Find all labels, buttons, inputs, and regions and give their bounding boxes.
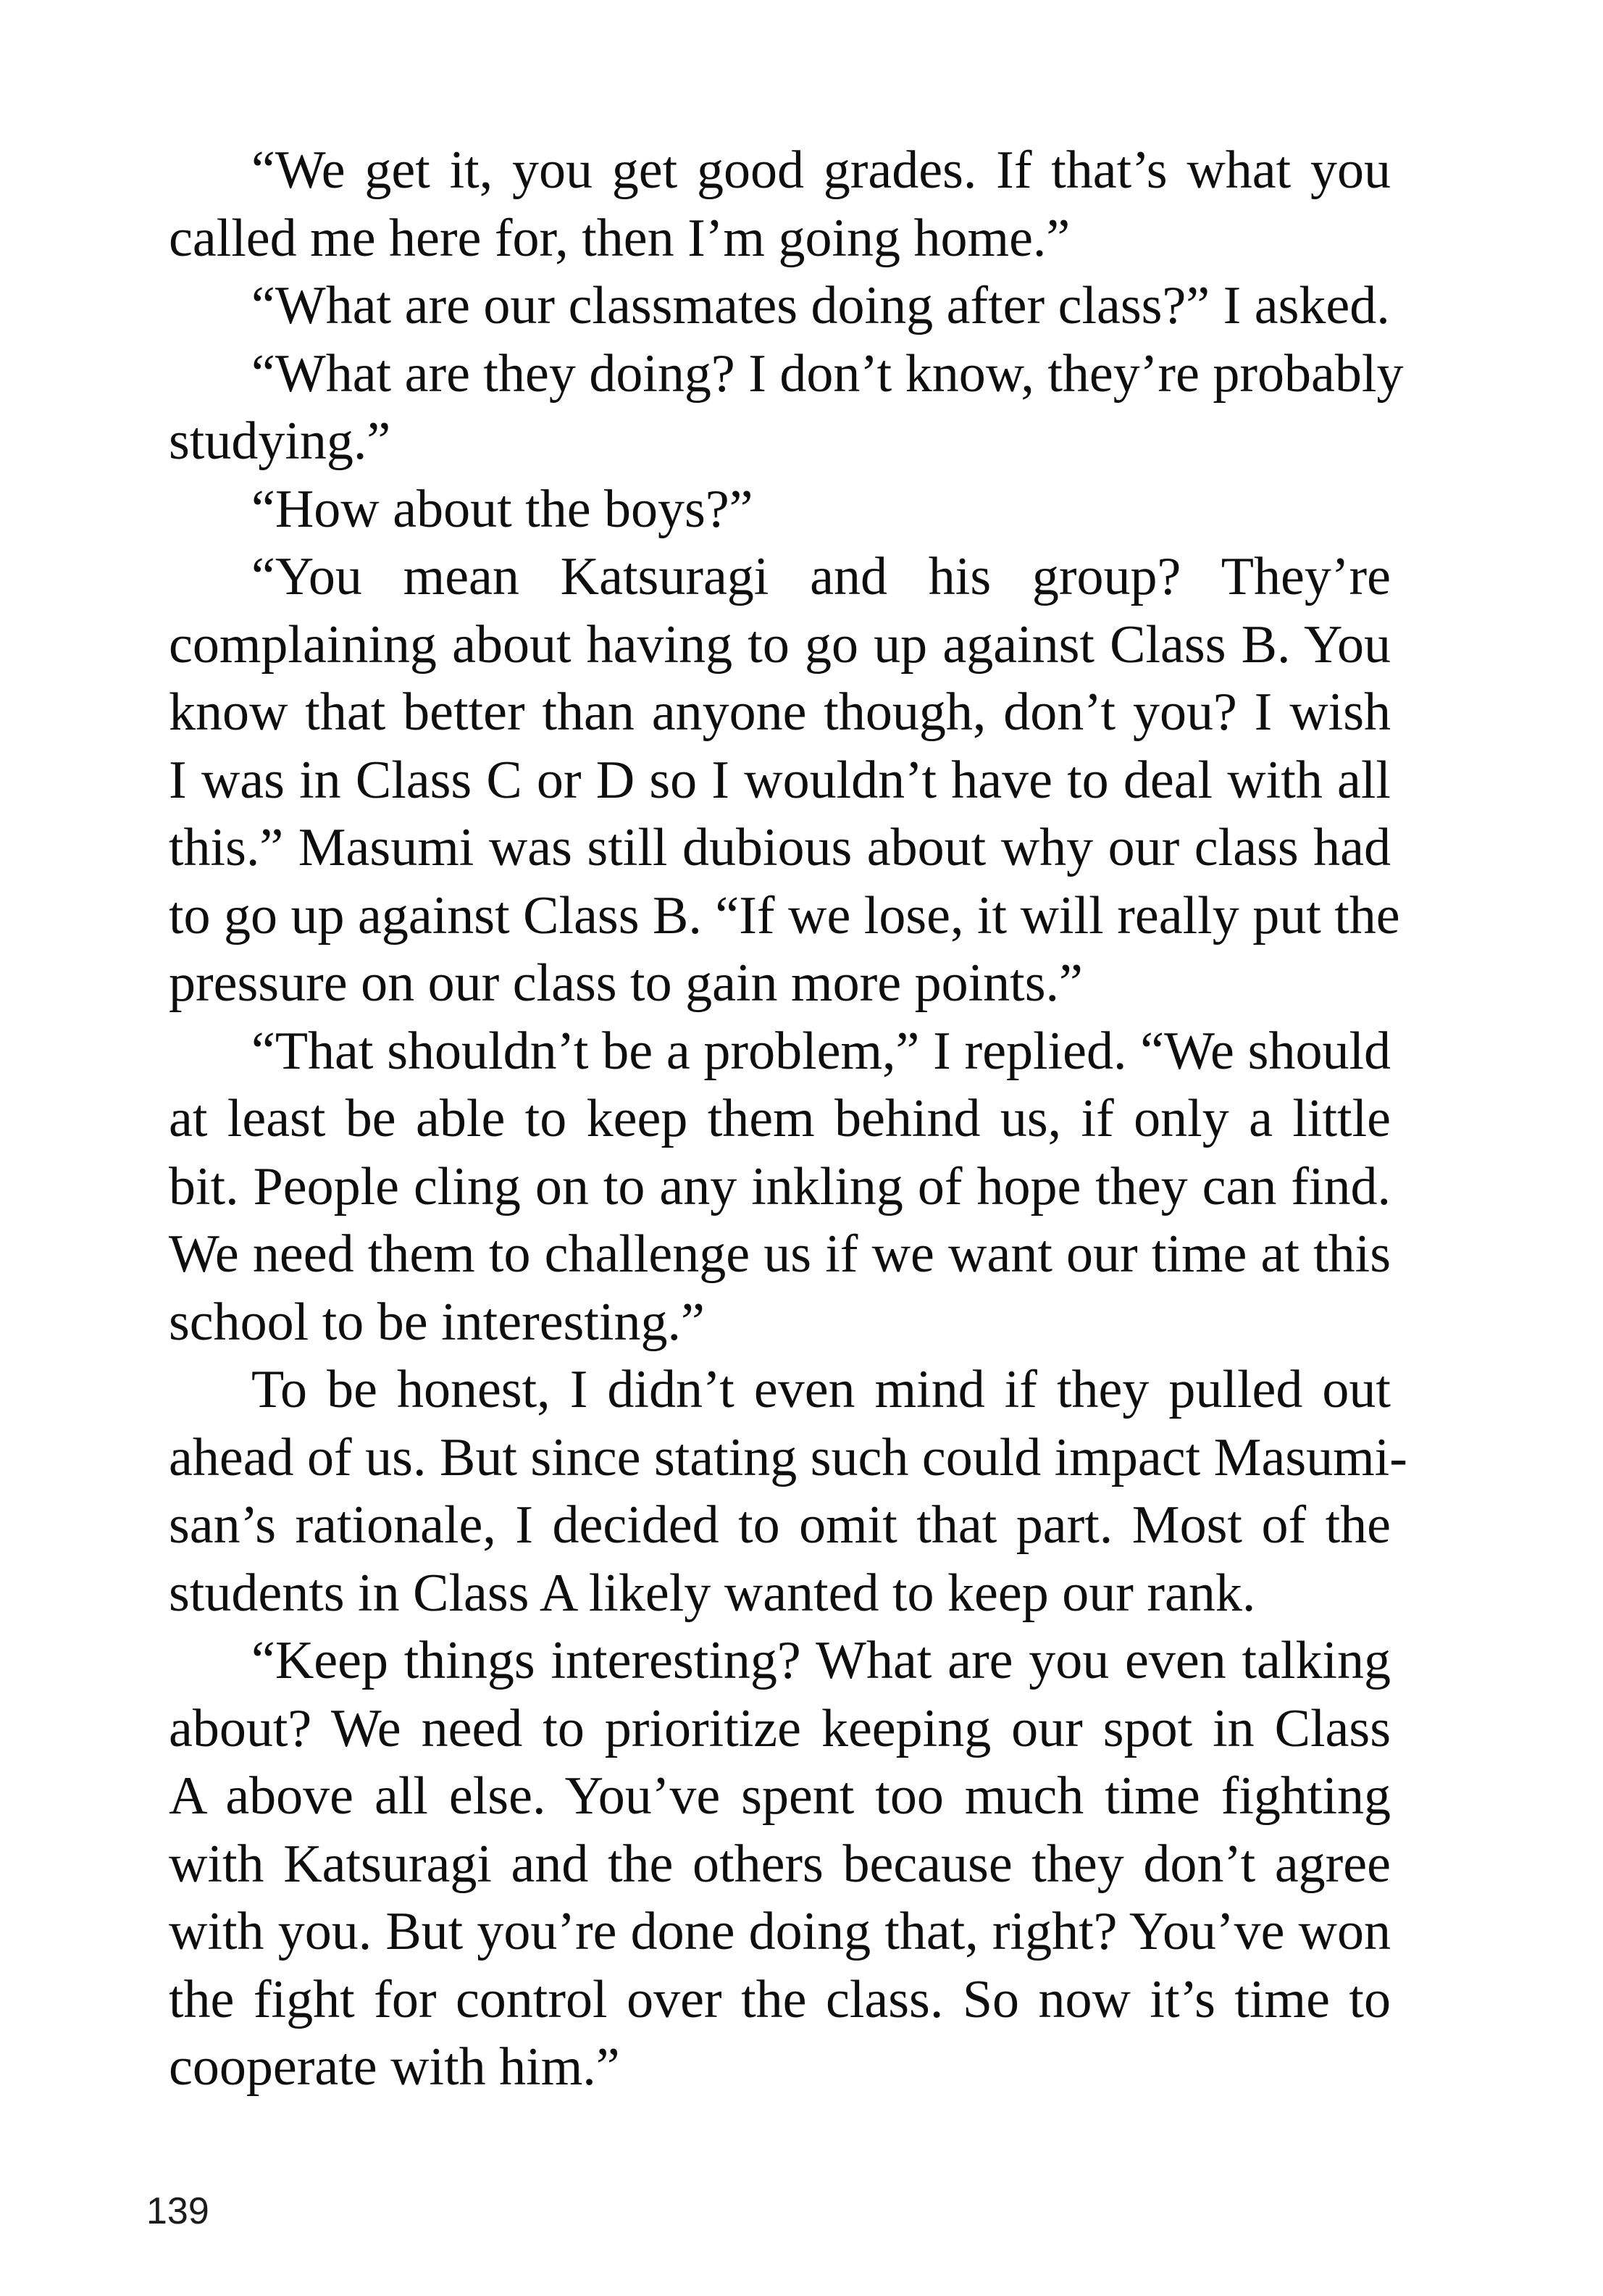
- text-line: “How about the boys?”: [251, 479, 753, 539]
- text-line: with you. But you’re done doing that, right? You’ve won: [169, 1902, 1391, 1961]
- text-line: A above all else. You’ve spent too much time fighting: [169, 1766, 1391, 1826]
- text-line: ahead of us. But since stating such could impact Masumi-: [169, 1427, 1407, 1487]
- text-line: with Katsuragi and the others because they don’t agree: [169, 1834, 1391, 1894]
- text-line: “What are they doing? I don’t know, they’re probably: [251, 343, 1404, 404]
- text-line: complaining about having to go up against Class B. You: [169, 614, 1391, 675]
- text-line: san’s rationale, I decided to omit that part. Most of the: [169, 1495, 1391, 1555]
- text-line: “Keep things interesting? What are you even talking: [251, 1631, 1391, 1690]
- text-line: cooperate with him.”: [169, 2037, 620, 2097]
- page-number: 139: [146, 2190, 209, 2232]
- body-text: [169, 137, 1407, 2102]
- text-line: to go up against Class B. “If we lose, it will really put the: [169, 885, 1400, 945]
- text-line: this.” Masumi was still dubious about why our class had: [169, 818, 1391, 877]
- text-line: studying.”: [169, 412, 391, 471]
- text-line: To be honest, I didn’t even mind if they pulled out: [251, 1360, 1391, 1419]
- text-line: “What are our classmates doing after class?” I asked.: [251, 276, 1390, 335]
- text-line: know that better than anyone though, don’t you? I wish: [169, 682, 1391, 742]
- text-line: “We get it, you get good grades. If that’s what you: [251, 141, 1391, 200]
- text-line: “You mean Katsuragi and his group? They’re: [251, 547, 1391, 606]
- text-line: at least be able to keep them behind us, if only a little: [169, 1089, 1391, 1148]
- text-line: “That shouldn’t be a problem,” I replied. “We should: [251, 1021, 1391, 1081]
- text-line: bit. People cling on to any inkling of hope they can find.: [169, 1156, 1391, 1216]
- text-line: called me here for, then I’m going home.”: [169, 208, 1071, 268]
- text-line: We need them to challenge us if we want our time at this: [169, 1224, 1391, 1284]
- text-line: I was in Class C or D so I wouldn’t have to deal with all: [169, 750, 1391, 810]
- text-line: school to be interesting.”: [169, 1292, 705, 1352]
- text-line: students in Class A likely wanted to keep our rank.: [169, 1563, 1256, 1623]
- text-line: the fight for control over the class. So now it’s time to: [169, 1969, 1391, 2029]
- text-line: pressure on our class to gain more points.”: [169, 953, 1083, 1013]
- text-line: about? We need to prioritize keeping our spot in Class: [169, 1698, 1391, 1758]
